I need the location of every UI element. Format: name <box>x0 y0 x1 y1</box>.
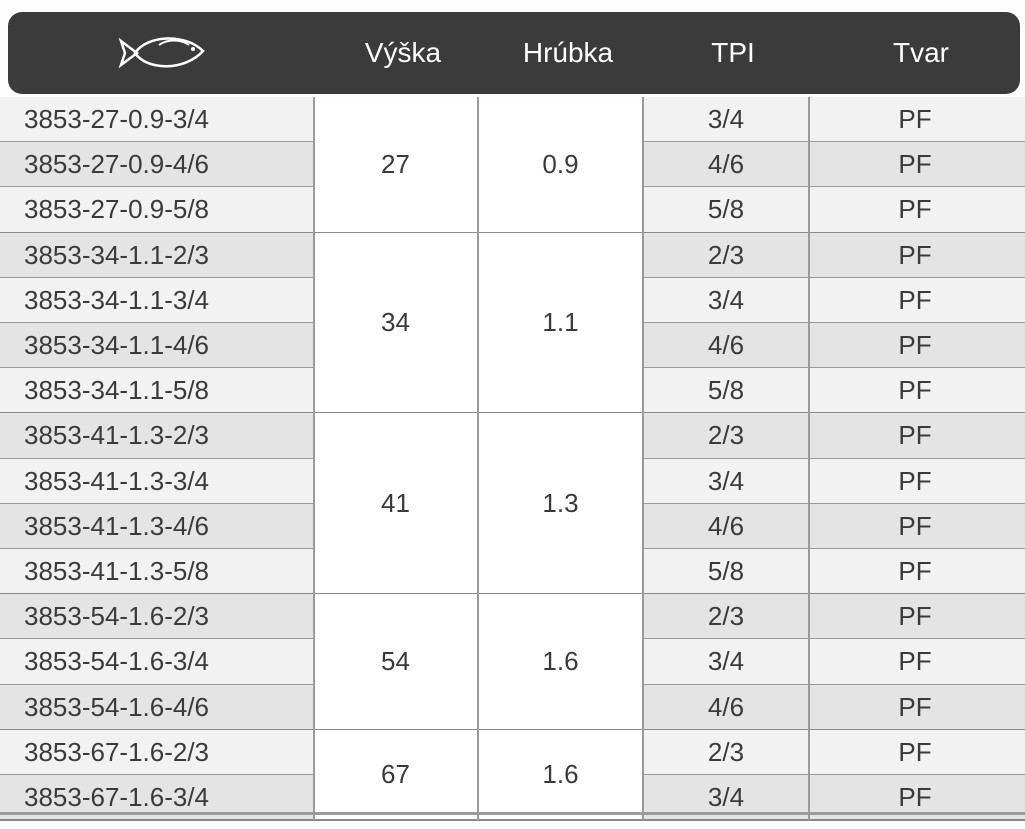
row-tpi: 3/4 <box>707 465 745 496</box>
row-tvar: PF <box>898 330 932 360</box>
row-tpi: 3/4 <box>707 646 745 677</box>
row-tpi: 3/4 <box>707 104 745 134</box>
row-tpi: 4/6 <box>707 149 745 180</box>
row-tpi: 5/8 <box>707 375 745 406</box>
row-tvar: PF <box>898 782 932 812</box>
row-code: 3853-41-1.3-5/8 <box>24 556 210 586</box>
row-code: 3853-27-0.9-3/4 <box>24 104 210 134</box>
header-tvar: Tvar <box>893 37 949 68</box>
header-hrubka: Hrúbka <box>522 37 614 68</box>
row-tvar: PF <box>898 284 932 315</box>
column-divider <box>642 97 644 820</box>
row-divider <box>0 819 1025 821</box>
row-code: 3853-34-1.1-3/4 <box>24 284 210 315</box>
row-tpi: 2/3 <box>707 601 745 632</box>
group-hrubka: 1.3 <box>479 413 642 593</box>
row-code: 3853-54-1.6-4/6 <box>24 691 210 722</box>
row-tvar: PF <box>898 646 932 677</box>
row-code: 3853-41-1.3-2/3 <box>24 420 210 451</box>
row-code: 3853-27-0.9-5/8 <box>24 194 210 225</box>
header-vyska: Výška <box>364 37 442 68</box>
row-tvar: PF <box>898 194 932 225</box>
row-tvar: PF <box>898 465 932 496</box>
row-tpi: 2/3 <box>707 420 745 451</box>
row-code: 3853-67-1.6-3/4 <box>24 782 210 812</box>
row-tpi: 2/3 <box>707 736 745 767</box>
column-divider <box>808 97 810 820</box>
row-tvar: PF <box>898 104 932 134</box>
row-code: 3853-41-1.3-3/4 <box>24 465 210 496</box>
row-tpi: 4/6 <box>707 510 745 541</box>
group-hrubka: 1.1 <box>479 233 642 413</box>
row-tvar: PF <box>898 510 932 541</box>
row-code: 3853-27-0.9-4/6 <box>24 149 210 180</box>
row-tvar: PF <box>898 601 932 632</box>
header-tpi: TPI <box>711 37 755 68</box>
row-code: 3853-34-1.1-5/8 <box>24 375 210 406</box>
row-tvar: PF <box>898 420 932 451</box>
group-hrubka: 1.6 <box>479 594 642 729</box>
row-tvar: PF <box>898 556 932 586</box>
row-tpi: 5/8 <box>707 194 745 225</box>
row-tvar: PF <box>898 149 932 180</box>
row-tpi: 4/6 <box>707 330 745 360</box>
row-tpi: 2/3 <box>707 239 745 270</box>
row-code: 3853-41-1.3-4/6 <box>24 510 210 541</box>
row-code: 3853-54-1.6-3/4 <box>24 646 210 677</box>
row-tpi: 3/4 <box>707 782 745 812</box>
column-divider <box>313 97 315 820</box>
row-code: 3853-34-1.1-4/6 <box>24 330 210 360</box>
row-tvar: PF <box>898 691 932 722</box>
row-code: 3853-34-1.1-2/3 <box>24 239 210 270</box>
row-tvar: PF <box>898 736 932 767</box>
row-tpi: 3/4 <box>707 284 745 315</box>
row-code: 3853-54-1.6-2/3 <box>24 601 210 632</box>
group-vyska: 67 <box>314 730 477 819</box>
group-hrubka: 0.9 <box>479 97 642 232</box>
column-divider <box>477 97 479 820</box>
group-vyska: 54 <box>314 594 477 729</box>
group-hrubka: 1.6 <box>479 730 642 819</box>
group-vyska: 34 <box>314 233 477 413</box>
group-vyska: 41 <box>314 413 477 593</box>
row-tpi: 4/6 <box>707 691 745 722</box>
row-tpi: 5/8 <box>707 556 745 586</box>
table-bottom-rule <box>0 812 1025 815</box>
group-vyska: 27 <box>314 97 477 232</box>
row-tvar: PF <box>898 239 932 270</box>
row-code: 3853-67-1.6-2/3 <box>24 736 210 767</box>
row-tvar: PF <box>898 375 932 406</box>
